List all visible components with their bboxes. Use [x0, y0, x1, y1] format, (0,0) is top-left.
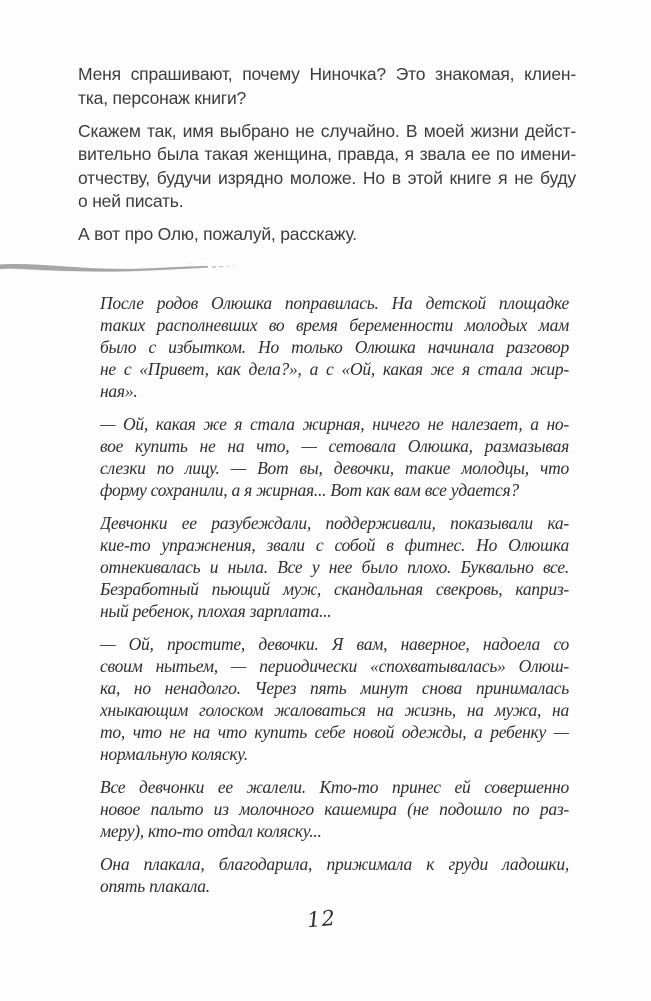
text-line: ка, но ненадолго. Через пять минут снова принималась [100, 678, 569, 698]
paragraph [100, 512, 569, 622]
text-line: слезки по лицу. — Вот вы, девочки, такие молодцы, что [100, 458, 569, 478]
text-line: отчеству, будучи изрядно моложе. Но в этой книге я не буду [78, 167, 576, 188]
text-line: новое пальто из молочного кашемира (не подошло по раз- [100, 799, 569, 819]
text-line: Девчонки ее разубеждали, поддерживали, показывали ка- [100, 513, 569, 533]
paragraph [100, 776, 569, 842]
text-line: таких располневших во время беременности молодых мам [100, 315, 569, 335]
intro-text-block [78, 63, 576, 256]
text-line: отнекивалась и ныла. Все у нее было плохо. Буквально все. [100, 557, 569, 577]
paragraph [78, 223, 576, 247]
text-line: А вот про Олю, пожалуй, расскажу. [78, 224, 357, 244]
text-line: Скажем так, имя выбрано не случайно. В моей жизни дейст- [78, 120, 576, 141]
text-line: — Ой, какая же я стала жирная, ничего не налезает, а но- [100, 414, 569, 434]
text-line: кие-то упражнения, звали с собой в фитнес. Но Олюшка [100, 535, 569, 555]
text-line: Все девчонки ее жалели. Кто-то принес ей совершенно [100, 777, 569, 797]
text-line: было с избытком. Но только Олюшка начинала разговор [100, 337, 569, 357]
story-text-block [100, 292, 569, 908]
paragraph [100, 292, 569, 402]
text-line: ный ребенок, плохая зарплата... [100, 601, 332, 621]
text-line: вое купить не на что, — сетовала Олюшка, размазывая [100, 436, 569, 456]
text-line: то, что не на что купить себе новой одежды, а ребенку — [100, 722, 569, 742]
paragraph [100, 413, 569, 501]
text-line: хныкающим голоском жаловаться на жизнь, на мужа, на [100, 700, 569, 720]
text-line: Меня спрашивают, почему Ниночка? Это знакомая, клиен- [78, 64, 576, 84]
text-line: форму сохранили, а я жирная... Вот как вам все удается? [100, 480, 519, 500]
text-line: опять плакала. [100, 876, 210, 896]
text-line: Безработный пьющий муж, скандальная свекровь, каприз- [100, 579, 569, 599]
text-line: тка, персонаж книги? [78, 87, 247, 108]
text-line: — Ой, простите, девочки. Я вам, наверное, надоела со [100, 634, 569, 654]
text-line: о ней писать. [78, 191, 184, 211]
text-line: своим нытьем, — периодически «спохватывалась» Олюш- [100, 656, 569, 676]
text-line: меру), кто-то отдал коляску... [100, 821, 322, 841]
text-line: ная». [100, 381, 138, 401]
text-line: Она плакала, благодарила, прижимала к груди ладошки, [100, 854, 569, 874]
text-line: не с «Привет, как дела?», а с «Ой, какая же я стала жир- [100, 359, 569, 379]
paragraph [78, 63, 576, 110]
text-line: вительно была такая женщина, правда, я звала ее по имени- [78, 144, 576, 164]
paragraph [100, 633, 569, 765]
text-line: нормальную коляску. [100, 744, 248, 764]
page-number: 12 [306, 905, 337, 933]
brush-stroke-divider-icon [0, 259, 238, 281]
text-line: После родов Олюшка поправилась. На детской площадке [100, 293, 569, 313]
paragraph [78, 120, 576, 214]
